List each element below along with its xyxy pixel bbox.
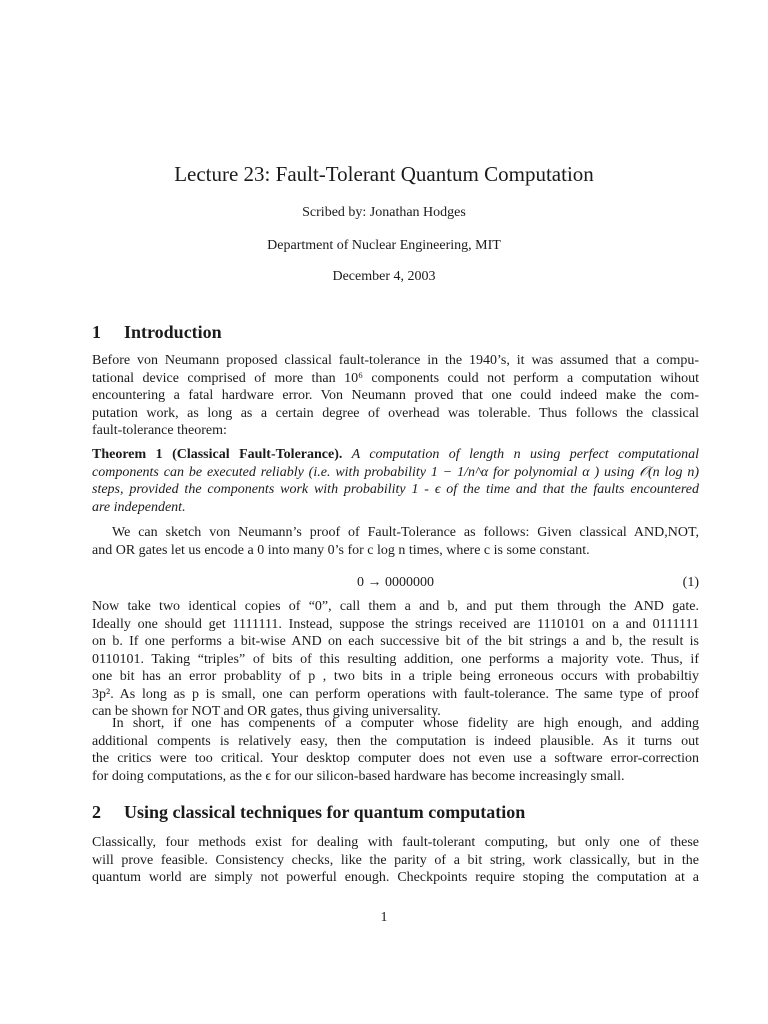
text-line: tational device comprised of more than 10⁶ components could not perform a computation wihout: [92, 370, 699, 386]
section-heading-introduction: [92, 321, 222, 343]
section2-paragraph: [92, 834, 699, 887]
text-line: will prove feasible. Consistency checks, like the parity of a bit string, work classically, but in the: [92, 852, 699, 868]
text-line: 0110101. Taking “triples” of bits of this resulting addition, one performs a majority vote. Thus, if: [92, 651, 699, 667]
text-line: quantum world are simply not powerful enough. Checkpoints require stoping the computation at a: [92, 870, 699, 885]
theorem-line: steps, provided the components work with probability 1 - ϵ of the time and that the faults encountered: [92, 482, 699, 497]
department-line: Department of Nuclear Engineering, MIT: [267, 238, 501, 253]
text-line: In short, if one has compenents of a computer whose fidelity are high enough, and adding: [112, 716, 699, 731]
text-line: additional compents is relatively easy, then the computation is indeed plausible. As it turns out: [92, 733, 699, 749]
text-line: putation work, as long as a certain degree of overhead was tolerable. Thus follows the classical: [92, 405, 699, 421]
date-line: December 4, 2003: [332, 269, 436, 284]
text-line: and OR gates let us encode a 0 into many 0’s for c log n times, where c is some constant.: [92, 542, 590, 558]
theorem-line: [92, 446, 699, 464]
text-line: We can sketch von Neumann’s proof of Fault-Tolerance as follows: Given classical AND,NOT,: [112, 525, 699, 540]
theorem-line: components can be executed reliably (i.e. with probability 1 − 1/n^α for polynomial α ) using 𝒪(n log n): [92, 464, 699, 480]
section-heading-classical-techniques: [92, 801, 525, 823]
section-number: 2: [92, 802, 101, 822]
page-number: 1: [380, 910, 388, 925]
text-line: one bit has an error probablity of p , two bits in a triple being erroneous occurs with probabiltiy: [92, 669, 699, 684]
text-line: 3p². As long as p is small, one can perform operations with fault-tolerance. The same type of proof: [92, 686, 699, 702]
intro-paragraph: [92, 352, 699, 440]
section-title: Using classical techniques for quantum computation: [124, 802, 526, 822]
text-line: Ideally one should get 1111111. Instead, suppose the strings received are 1110101 on a and 0111111: [92, 616, 699, 632]
text-line: encountering a fatal hardware error. Von Neumann proved that one could indeed make the com-: [92, 388, 699, 403]
section-number: 1: [92, 322, 101, 342]
proof-sketch-paragraph: [92, 524, 699, 559]
theorem-block: [92, 446, 699, 516]
text-line: Classically, four methods exist for dealing with fault-tolerant computing, but only one of these: [92, 835, 699, 850]
text-line: on b. If one performs a bit-wise AND on each successive bit of the bit strings a and b, the result is: [92, 634, 699, 649]
theorem-text: A computation of length n using perfect computational: [351, 447, 700, 462]
text-line: for doing computations, as the ϵ for our silicon-based hardware has become increasingly small.: [92, 768, 625, 784]
text-line: Now take two identical copies of “0”, call them a and b, and put them through the AND gate.: [92, 599, 699, 614]
example-paragraph: [92, 598, 699, 721]
theorem-line: are independent.: [92, 499, 186, 515]
text-line: fault-tolerance theorem:: [92, 423, 227, 438]
section-title: Introduction: [124, 322, 222, 342]
theorem-label: Theorem 1 (Classical Fault-Tolerance).: [92, 447, 343, 462]
equation-number: (1): [682, 575, 699, 590]
summary-paragraph: [92, 715, 699, 785]
text-line: the critics were too critical. Your desktop computer does not even use a software error-correction: [92, 751, 699, 766]
scribe-line: Scribed by: Jonathan Hodges: [302, 205, 466, 220]
text-line: Before von Neumann proposed classical fault-tolerance in the 1940’s, it was assumed that a compu-: [92, 353, 699, 368]
text-line: can be shown for NOT and OR gates, thus giving universality.: [92, 704, 441, 719]
page-title: Lecture 23: Fault-Tolerant Quantum Computation: [174, 162, 594, 186]
equation-expression: 0 → 0000000: [357, 575, 434, 590]
